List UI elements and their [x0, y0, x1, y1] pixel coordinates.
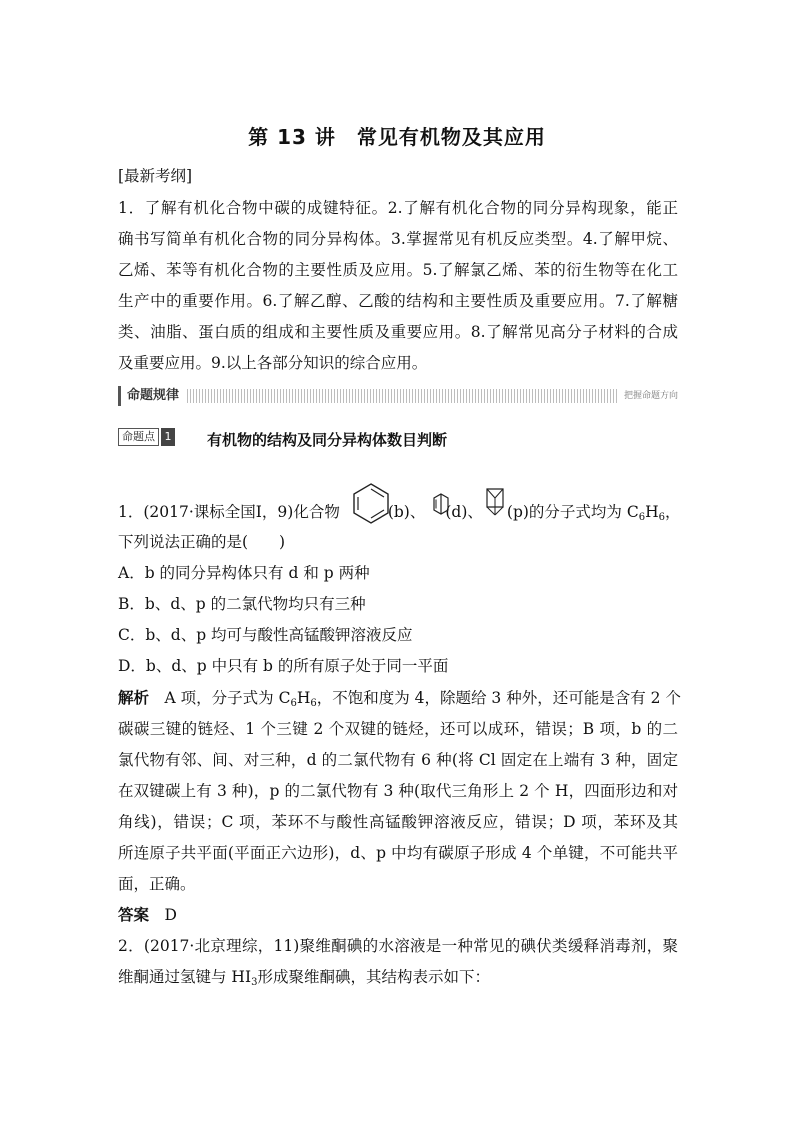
analysis-text: H — [296, 689, 311, 707]
outline-line: 乙烯、苯等有机化合物的主要性质及应用。5.了解氯乙烯、苯的衍生物等在化工 — [118, 261, 678, 279]
analysis-sub: 6 — [290, 698, 297, 709]
q1-option-c: C．b、d、p 均可与酸性高锰酸钾溶液反应 — [118, 626, 413, 644]
outline-line: 确书写简单有机化合物的同分异构体。3.掌握常见有机反应类型。4.了解甲烷、 — [118, 230, 678, 248]
answer-label: 答案 — [118, 905, 150, 924]
analysis-sub: 6 — [310, 698, 317, 709]
q2-text: 维酮通过氢键与 HI — [118, 968, 252, 986]
prismane-structure — [484, 486, 506, 518]
q1-answer — [118, 903, 177, 925]
banner-label: 命题规律 — [118, 386, 185, 406]
benzene-structure — [348, 480, 394, 526]
outline-line: 1．了解有机化合物中碳的成键特征。2.了解有机化合物的同分异构现象，能正 — [118, 199, 678, 217]
page-title: 第 13 讲 常见有机物及其应用 — [248, 125, 546, 149]
q2-stem-line: 2．(2017·北京理综，11)聚维酮碘的水溶液是一种常见的碘伏类缓释消毒剂，聚 — [118, 937, 678, 955]
outline-line: 类、油脂、蛋白质的组成和主要性质及重要应用。8.了解常见高分子材料的合成 — [118, 323, 678, 341]
q1-stem-line — [118, 500, 681, 522]
q1-analysis-line: 在双键碳上有 3 种)，p 的二氯代物有 3 种(取代三角形上 2 个 H，四面形边和对 — [118, 782, 678, 800]
analysis-text: A 项，分子式为 C — [149, 689, 291, 707]
q1-analysis-line: 碳碳三键的链烃、1 个三键 2 个双键的链烃，还可以成环，错误；B 项，b 的二 — [118, 720, 678, 738]
q1-formula-tail: ， — [664, 503, 681, 521]
answer-value: D — [149, 906, 177, 924]
outline-line: 及重要应用。9.以上各部分知识的综合应用。 — [118, 354, 428, 372]
q1-formula-sub: 6 — [638, 512, 646, 523]
q1-prefix: 1．(2017·课标全国Ⅰ，9)化合物 — [118, 503, 340, 521]
outline-line: 生产中的重要作用。6.了解乙醇、乙酸的结构和主要性质及重要应用。7.了解糖 — [118, 292, 678, 310]
topic-title: 有机物的结构及同分异构体数目判断 — [207, 431, 448, 449]
q1-option-a: A．b 的同分异构体只有 d 和 p 两种 — [118, 564, 370, 582]
outline-header: [最新考纲] — [118, 167, 193, 185]
q1-option-d: D．b、d、p 中只有 b 的所有原子处于同一平面 — [118, 657, 449, 675]
q1-b-label: (b)、 — [387, 503, 426, 521]
q1-analysis-line: 角线)，错误；C 项，苯环不与酸性高锰酸钾溶液反应，错误；D 项，苯环及其 — [118, 813, 678, 831]
q1-option-b: B．b、d、p 的二氯代物均只有三种 — [118, 595, 366, 613]
q1-question: 下列说法正确的是( ) — [118, 533, 286, 551]
banner-subtitle: 把握命题方向 — [618, 388, 678, 404]
section-banner — [118, 386, 678, 406]
q1-analysis-line: 氯代物有邻、间、对三种，d 的二氯代物有 6 种(将 Cl 固定在上端有 3 种，固定 — [118, 751, 678, 769]
q1-formula-sub: 6 — [658, 512, 665, 523]
analysis-text: ，不饱和度为 4，除题给 3 种外，还可能是含有 2 个 — [316, 689, 681, 707]
q1-analysis-line: 面，正确。 — [118, 875, 196, 893]
topic-tag-number: 1 — [161, 428, 175, 446]
q1-analysis-line: 所连原子共平面(平面正六边形)，d、p 中均有碳原子形成 4 个单键，不可能共平 — [118, 844, 678, 862]
analysis-label: 解析 — [118, 688, 150, 707]
q2-sub: 3 — [251, 977, 258, 988]
q1-analysis-line — [118, 686, 681, 709]
dewar-benzene-structure — [431, 492, 451, 516]
banner-pattern — [118, 389, 678, 403]
q1-formula-h: H — [645, 503, 659, 521]
topic-tag-label: 命题点 — [118, 428, 159, 446]
q2-stem-line — [118, 965, 490, 987]
topic-tag — [118, 428, 175, 446]
q1-d-label: (d)、 — [445, 503, 483, 521]
q2-text: 形成聚维酮碘，其结构表示如下： — [257, 968, 490, 986]
q1-p-label: (p)的分子式均为 C — [506, 503, 639, 521]
